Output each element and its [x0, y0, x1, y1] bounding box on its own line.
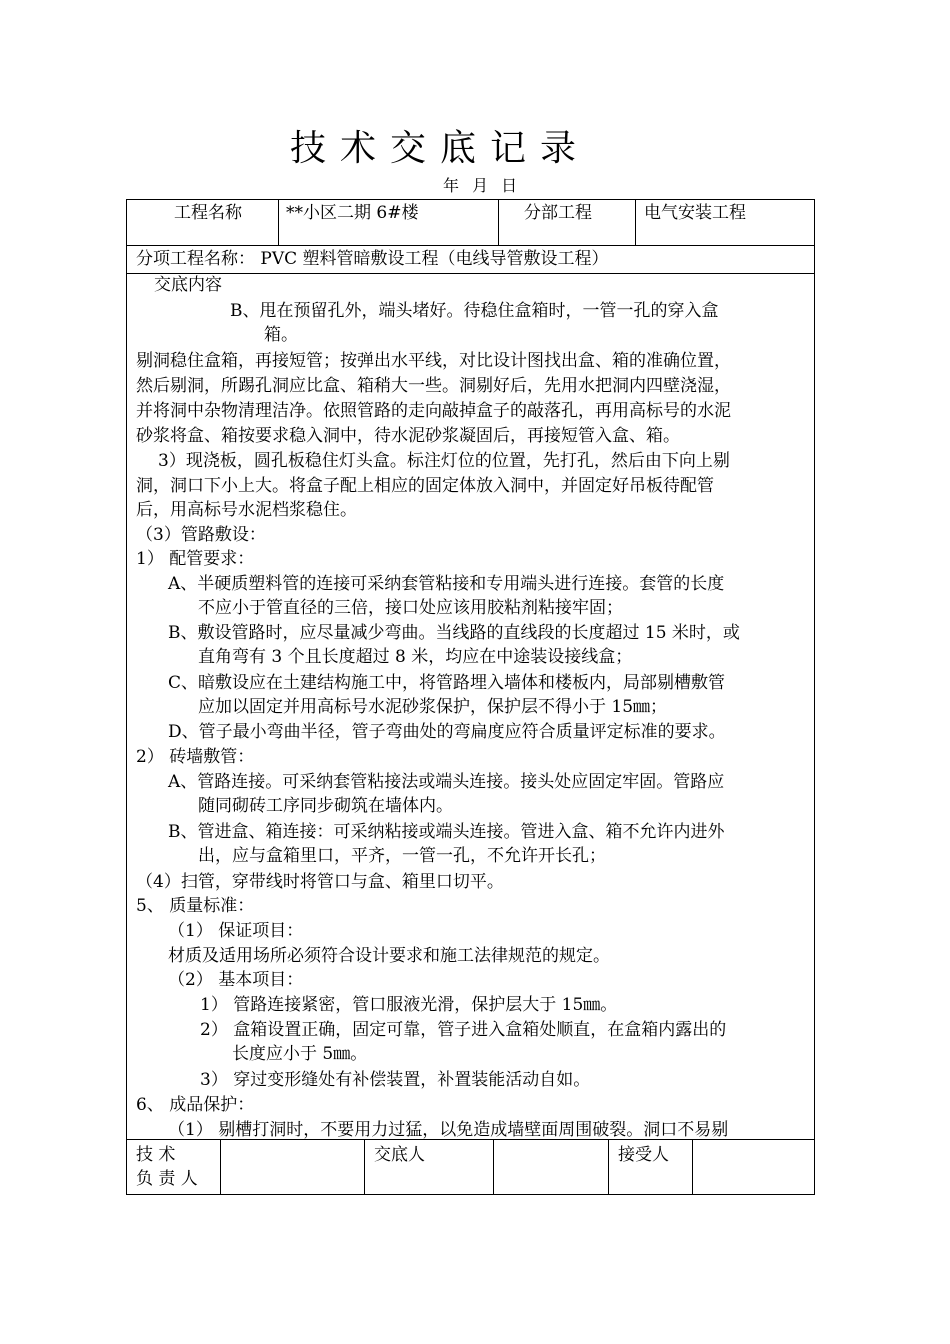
content-line: 洞，洞口下小上大。将盒子配上相应的固定体放入洞中，并固定好吊板待配管: [136, 476, 714, 496]
content-line: A、半硬质塑料管的连接可采纳套管粘接和专用端头进行连接。套管的长度: [168, 574, 725, 594]
content-line: （1） 保证项目：: [168, 921, 304, 941]
content-line: C、暗敷设应在土建结构施工中，将管路埋入墙体和楼板内，局部剔槽敷管: [168, 673, 726, 693]
content-line: 1） 管路连接紧密，管口服液光滑，保护层大于 15㎜。: [200, 995, 618, 1015]
footer-col-divider-1: [220, 1139, 221, 1194]
content-line: 1） 配管要求：: [136, 549, 255, 569]
footer-col-divider-5: [692, 1139, 693, 1194]
content-line: 5、 质量标准：: [136, 896, 255, 916]
content-line: 剔洞稳住盒箱，再接短管；按弹出水平线，对比设计图找出盒、箱的准确位置，: [136, 351, 731, 371]
content-line: （1） 剔槽打洞时，不要用力过猛，以免造成墙壁面周围破裂。洞口不易剔: [168, 1120, 729, 1140]
content-line: B、甩在预留孔外，端头堵好。待稳住盒箱时，一管一孔的穿入盒: [230, 301, 719, 321]
content-line: 然后剔洞，所踢孔洞应比盒、箱稍大一些。洞剔好后，先用水把洞内四壁浇湿，: [136, 376, 731, 396]
content-line: 砂浆将盒、箱按要求稳入洞中，待水泥砂浆凝固后，再接短管入盒、箱。: [136, 426, 680, 446]
footer-col-divider-4: [608, 1139, 609, 1194]
header-col-divider-3: [635, 199, 636, 245]
header-col-divider-1: [278, 199, 279, 245]
content-line: D、管子最小弯曲半径，管子弯曲处的弯扁度应符合质量评定标准的要求。: [168, 722, 726, 742]
content-line: 随同砌砖工序同步砌筑在墙体内。: [198, 796, 453, 816]
date-label: 年 月 日: [443, 176, 518, 195]
content-line: 箱。: [264, 325, 298, 345]
content-line: （2） 基本项目：: [168, 970, 304, 990]
discloser-label: 交底人: [374, 1145, 425, 1165]
content-label: 交底内容: [154, 275, 222, 295]
content-line: B、管进盒、箱连接：可采纳粘接或端头连接。管进入盒、箱不允许内进外: [168, 822, 725, 842]
sub-project-label: 分部工程: [524, 203, 592, 223]
content-line: 直角弯有 3 个且长度超过 8 米，均应在中途装设接线盒；: [198, 647, 633, 667]
project-name-value: **小区二期 6#楼: [286, 203, 419, 223]
footer-col-divider-2: [364, 1139, 365, 1194]
content-line: 材质及适用场所必须符合设计要求和施工法律规范的规定。: [168, 946, 610, 966]
footer-col-divider-3: [493, 1139, 494, 1194]
item-project-name: 分项工程名称： PVC 塑料管暗敷设工程（电线导管敷设工程）: [136, 249, 609, 269]
content-line: B、敷设管路时，应尽量减少弯曲。当线路的直线段的长度超过 15 米时，或: [168, 623, 740, 643]
content-line: 并将洞中杂物清理洁净。依照管路的走向敲掉盒子的敲落孔，再用高标号的水泥: [136, 401, 731, 421]
tech-lead-label-line2: 负 责 人: [136, 1169, 198, 1189]
content-line: 2） 砖墙敷管：: [136, 747, 255, 767]
content-line: 不应小于管直径的三倍，接口处应该用胶粘剂粘接牢固；: [198, 598, 623, 618]
content-line: 后，用高标号水泥档浆稳住。: [136, 500, 357, 520]
project-name-label: 工程名称: [174, 203, 242, 223]
content-line: 2） 盒箱设置正确，固定可靠，管子进入盒箱处顺直，在盒箱内露出的: [200, 1020, 727, 1040]
tech-lead-label-line1: 技 术: [136, 1145, 176, 1165]
receiver-label: 接受人: [618, 1145, 669, 1165]
content-line: （4）扫管，穿带线时将管口与盒、箱里口切平。: [136, 872, 504, 892]
table-divider-header: [126, 245, 815, 246]
header-col-divider-2: [498, 199, 499, 245]
page-title: 技术交底记录: [289, 128, 590, 169]
sub-project-value: 电气安装工程: [644, 203, 746, 223]
content-line: 6、 成品保护：: [136, 1095, 255, 1115]
content-line: 出，应与盒箱里口，平齐，一管一孔，不允许开长孔；: [198, 846, 606, 866]
content-line: 3）现浇板，圆孔板稳住灯头盒。标注灯位的位置，先打孔，然后由下向上剔: [158, 451, 730, 471]
content-line: A、管路连接。可采纳套管粘接法或端头连接。接头处应固定牢固。管路应: [168, 772, 725, 792]
content-line: 长度应小于 5㎜。: [232, 1044, 368, 1064]
table-divider-item: [126, 273, 815, 274]
table-border-left: [126, 199, 127, 1195]
content-line: 3） 穿过变形缝处有补偿装置，补置装能活动自如。: [200, 1070, 591, 1090]
table-border-top: [126, 199, 815, 200]
table-border-right: [814, 199, 815, 1195]
content-line: 应加以固定并用高标号水泥砂浆保护，保护层不得小于 15㎜；: [198, 697, 668, 717]
content-line: （3）管路敷设：: [136, 525, 266, 545]
table-border-bottom: [126, 1194, 815, 1195]
